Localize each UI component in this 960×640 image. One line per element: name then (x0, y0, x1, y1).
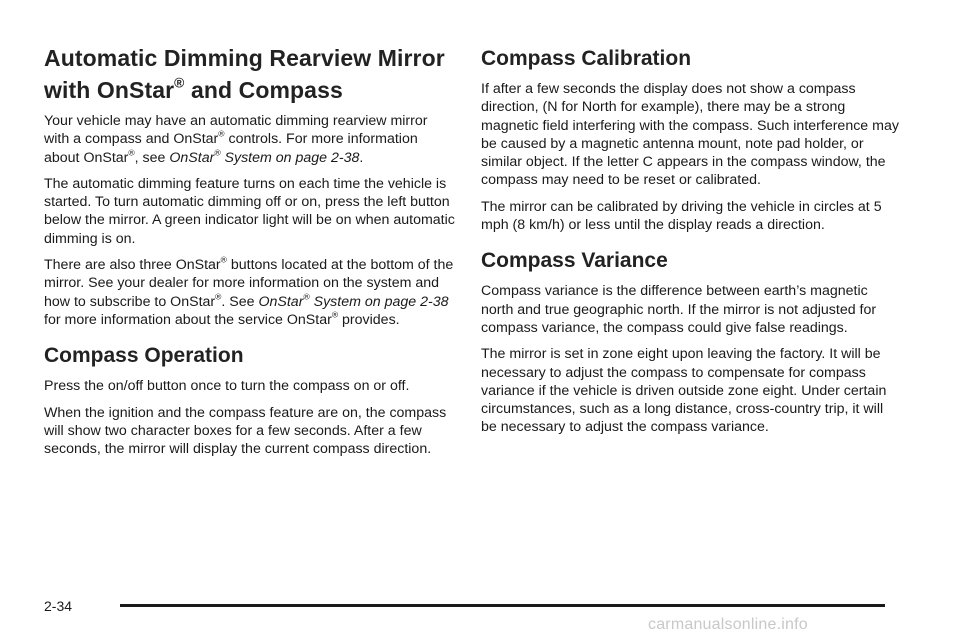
section-heading-compass-operation: Compass Operation (44, 344, 244, 368)
text-run: provides. (338, 311, 400, 328)
display-paragraph: When the ignition and the compass feature are on, the compass will show two character boxes for a few seconds. After a few seconds, the mirror will display the current compass direction. (44, 404, 447, 458)
text-run: . (359, 149, 364, 166)
title-line-2-tail: and Compass (184, 77, 343, 103)
dimming-paragraph: The automatic dimming feature turns on each time the vehicle is started. To turn automatic dimming off or on, press the left button below the mirror. A green indicator light will be on when automatic dimming is on. (44, 175, 455, 247)
link-text: OnStar (258, 293, 304, 310)
page-title (44, 42, 456, 106)
text-run: for more information about the service OnStar (44, 311, 332, 328)
calibration-paragraph-1: If after a few seconds the display does not show a compass direction, (N for North for example), there may be a strong magnetic field interfering with the compass. Such interference may be caused by a magnetic antenna mount, note pad holder, or similar object. If the letter C appears in the compass window, the compass may need to be reset or calibrated. (481, 81, 899, 189)
registered-mark: ® (174, 75, 185, 91)
section-heading-compass-calibration: Compass Calibration (481, 47, 692, 70)
right-column (481, 42, 901, 445)
registered-mark: ® (331, 309, 339, 320)
title-line-1: Automatic Dimming Rearview Mirror (44, 45, 445, 71)
section-heading-compass-variance: Compass Variance (481, 249, 668, 273)
text-run: buttons located at the bottom of the mirror. See your dealer for more information on the system and how to subscribe to OnStar (44, 257, 454, 310)
link-text: System on page 2-38 (309, 293, 449, 310)
intro-paragraph (44, 112, 456, 167)
footer-divider (120, 604, 885, 607)
registered-mark: ® (218, 128, 225, 139)
watermark: carmanualsonline.info (648, 616, 808, 633)
page-number: 2-34 (44, 598, 73, 614)
link-text: System on page 2-38 (220, 149, 360, 166)
text-run: Your vehicle may have an automatic dimming rearview mirror with a compass and OnStar (44, 113, 428, 148)
calibration-paragraph-2: The mirror can be calibrated by driving the vehicle in circles at 5 mph (8 km/h) or less until the display reads a direction. (481, 198, 882, 234)
registered-mark: ® (214, 147, 221, 158)
registered-mark: ® (303, 291, 310, 302)
registered-mark: ® (215, 291, 222, 302)
text-run: controls. For more information about OnStar (44, 131, 418, 166)
onoff-paragraph: Press the on/off button once to turn the compass on or off. (44, 378, 410, 395)
left-column (44, 42, 456, 466)
text-run: , see (134, 149, 170, 166)
cross-reference-link[interactable] (258, 291, 449, 310)
text-run: There are also three OnStar (44, 257, 221, 274)
registered-mark: ® (128, 147, 135, 158)
text-run: . See (221, 293, 259, 310)
cross-reference-link[interactable] (169, 147, 360, 166)
buttons-paragraph (44, 256, 456, 329)
link-text: OnStar (169, 149, 215, 166)
title-line-2: with OnStar (44, 77, 175, 103)
registered-mark: ® (220, 254, 227, 265)
variance-paragraph-2: The mirror is set in zone eight upon leaving the factory. It will be necessary to adjust the compass to compensate for compass variance if the vehicle is driven outside zone eight. Under certain circumstances, such as a long distance, cross-country trip, it will be necessary to adjust the compass variance. (481, 346, 887, 436)
variance-paragraph-1: Compass variance is the difference between earth’s magnetic north and true geographic north. If the mirror is not adjusted for compass variance, the compass could give false readings. (481, 283, 877, 336)
